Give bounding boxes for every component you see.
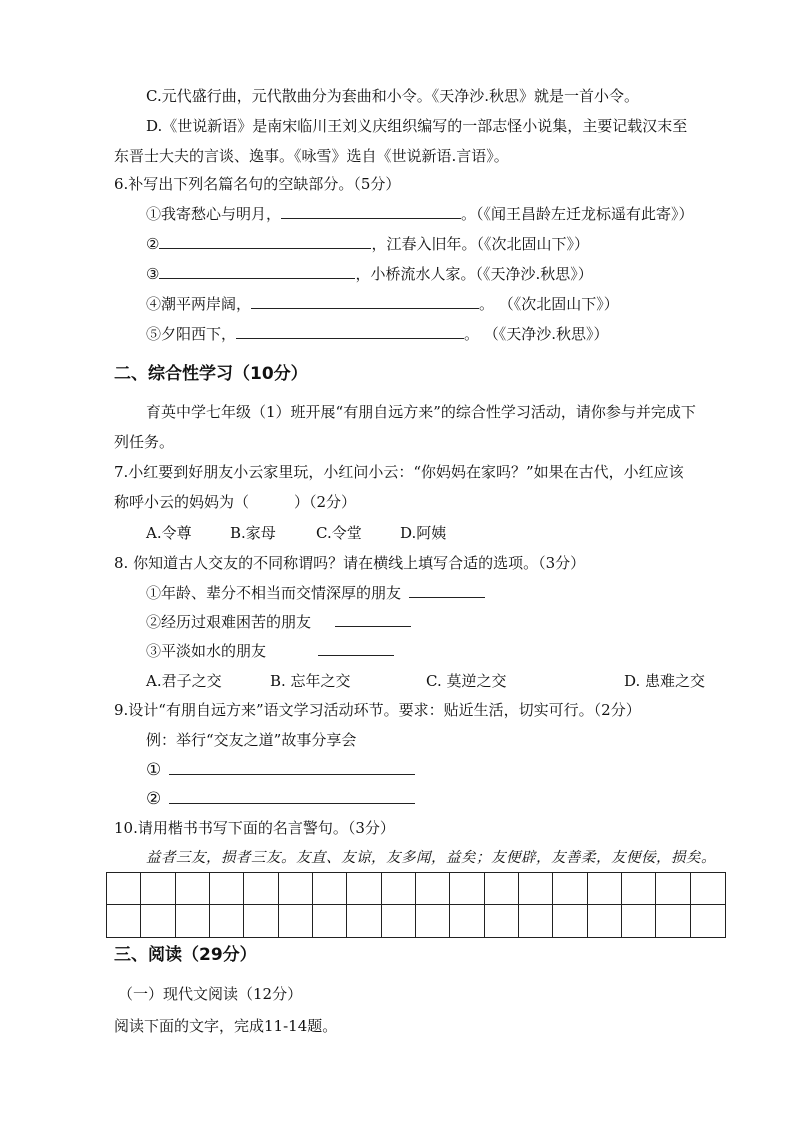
q8-item-3: ③平淡如水的朋友 [146, 641, 394, 661]
grid-cell[interactable] [382, 905, 416, 937]
q6-blank-2[interactable] [159, 234, 371, 249]
grid-cell[interactable] [519, 905, 553, 937]
q8-blank-1[interactable] [409, 583, 485, 598]
q9-answer-1: ① [146, 760, 415, 780]
q9-example: 例：举行“交友之道”故事分享会 [146, 731, 357, 749]
section-2-intro-line2: 列任务。 [114, 433, 175, 451]
q6-item-3: ③ ，小桥流水人家。（《天净沙.秋思》） [146, 265, 593, 283]
grid-cell[interactable] [450, 905, 484, 937]
grid-cell[interactable] [691, 873, 725, 905]
grid-cell[interactable] [656, 873, 690, 905]
q7-option-d[interactable]: D.阿姨 [400, 524, 447, 542]
grid-cell[interactable] [691, 905, 725, 937]
q9-blank-1[interactable] [169, 760, 415, 775]
q8-blank-2[interactable] [335, 612, 411, 627]
q7-option-c[interactable]: C.令堂 [316, 524, 362, 542]
q7-line2: 称呼小云的妈妈为（ ）（2分） [114, 493, 357, 511]
q6-item-1: ①我寄愁心与明月， 。（《闻王昌龄左迁龙标遥有此寄》） [146, 205, 694, 223]
grid-cell[interactable] [485, 873, 519, 905]
q9-blank-2[interactable] [169, 789, 415, 804]
q6-blank-4[interactable] [251, 294, 479, 309]
grid-cell[interactable] [141, 905, 175, 937]
section-2-heading: 二、综合性学习（10分） [114, 364, 308, 384]
grid-cell[interactable] [588, 905, 622, 937]
q6-blank-3[interactable] [159, 264, 355, 279]
grid-cell[interactable] [656, 905, 690, 937]
q6-item-2: ② ，江春入旧年。（《次北固山下》） [146, 235, 589, 253]
q8-item-2: ②经历过艰难困苦的朋友 [146, 612, 411, 632]
grid-cell[interactable] [485, 905, 519, 937]
writing-grid[interactable] [106, 872, 726, 938]
q6-item-5: ⑤夕阳西下， 。 （《天净沙.秋思》） [146, 325, 609, 343]
q8-blank-3[interactable] [318, 641, 394, 656]
grid-cell[interactable] [347, 905, 381, 937]
grid-cell[interactable] [244, 905, 278, 937]
grid-cell[interactable] [382, 873, 416, 905]
grid-cell[interactable] [313, 873, 347, 905]
section-2-intro-line1: 育英中学七年级（1）班开展“有朋自远方来”的综合性学习活动，请你参与并完成下 [146, 403, 696, 421]
q6-title: 6.补写出下列名篇名句的空缺部分。（5分） [114, 175, 401, 193]
q6-blank-1[interactable] [281, 204, 461, 219]
q8-option-a[interactable]: A.君子之交 [146, 672, 222, 690]
q9-title: 9.设计“有朋自远方来”语文学习活动环节。要求：贴近生活，切实可行。（2分） [114, 701, 641, 719]
q8-option-c[interactable]: C. 莫逆之交 [426, 672, 507, 690]
q5-option-c: C.元代盛行曲，元代散曲分为套曲和小令。《天净沙.秋思》就是一首小令。 [146, 87, 639, 105]
q5-option-d-line2: 东晋士大夫的言谈、逸事。《咏雪》选自《世说新语.言语》。 [114, 147, 509, 165]
q7-option-a[interactable]: A.令尊 [146, 524, 192, 542]
grid-cell[interactable] [588, 873, 622, 905]
q8-item-1: ①年龄、辈分不相当而交情深厚的朋友 [146, 583, 485, 603]
q8-title: 8. 你知道古人交友的不同称谓吗？请在横线上填写合适的选项。（3分） [114, 554, 586, 572]
q5-option-d-line1: D.《世说新语》是南宋临川王刘义庆组织编写的一部志怪小说集，主要记载汉末至 [146, 117, 688, 135]
grid-cell[interactable] [141, 873, 175, 905]
q10-quote: 益者三友，损者三友。友直、友谅，友多闻，益矣；友便辟，友善柔，友便佞，损矣。 [146, 850, 716, 866]
grid-cell[interactable] [416, 873, 450, 905]
section-3-heading: 三、阅读（29分） [114, 945, 257, 965]
q7-line1: 7.小红要到好朋友小云家里玩，小红问小云：“你妈妈在家吗？”如果在古代，小红应该 [114, 463, 684, 481]
grid-cell[interactable] [553, 873, 587, 905]
grid-cell[interactable] [176, 873, 210, 905]
grid-cell[interactable] [519, 873, 553, 905]
grid-cell[interactable] [279, 873, 313, 905]
grid-cell[interactable] [450, 873, 484, 905]
grid-cell[interactable] [176, 905, 210, 937]
q6-blank-5[interactable] [236, 324, 464, 339]
grid-cell[interactable] [107, 905, 141, 937]
q6-item-4: ④潮平两岸阔， 。 （《次北固山下》） [146, 295, 619, 313]
grid-cell[interactable] [416, 905, 450, 937]
grid-cell[interactable] [553, 905, 587, 937]
section-3-instruction: 阅读下面的文字，完成11-14题。 [114, 1017, 338, 1035]
q7-option-b[interactable]: B.家母 [230, 524, 276, 542]
grid-cell[interactable] [107, 873, 141, 905]
grid-cell[interactable] [347, 873, 381, 905]
q9-answer-2: ② [146, 789, 415, 809]
q8-option-b[interactable]: B. 忘年之交 [270, 672, 351, 690]
q10-title: 10.请用楷书书写下面的名言警句。（3分） [114, 819, 395, 837]
grid-cell[interactable] [313, 905, 347, 937]
grid-cell[interactable] [210, 873, 244, 905]
section-3-subheading: （一）现代文阅读（12分） [118, 985, 303, 1003]
q8-option-d[interactable]: D. 患难之交 [624, 672, 706, 690]
grid-cell[interactable] [622, 905, 656, 937]
grid-cell[interactable] [279, 905, 313, 937]
grid-cell[interactable] [210, 905, 244, 937]
grid-cell[interactable] [622, 873, 656, 905]
grid-cell[interactable] [244, 873, 278, 905]
